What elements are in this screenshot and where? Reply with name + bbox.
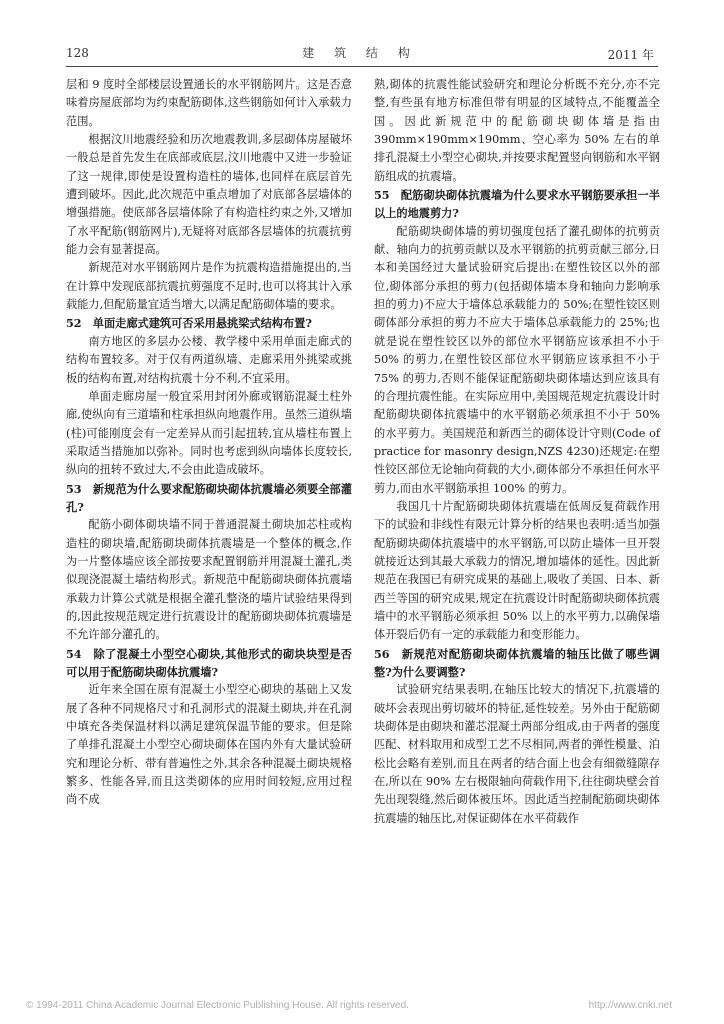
- body-paragraph: 新规范对水平钢筋网片是作为抗震构造措施提出的,当在计算中发现底部抗震抗剪强度不足时,也可以将其计入承载能力,但配筋量宜适当增大,以满足配筋砌体墙的要求。: [66, 261, 352, 312]
- question-heading: 53 新规范为什么要求配筋砌块砌体抗震墙必须要全部灌孔?: [66, 481, 352, 514]
- page-number: 128: [66, 46, 89, 60]
- copyright-notice: © 1994-2011 China Academic Journal Electronic Publishing House. All rights reserved.: [26, 1000, 409, 1011]
- left-column: [66, 76, 352, 810]
- question-heading: 54 除了混凝土小型空心砌块,其他形式的砌块块型是否可以用于配筋砌块砌体抗震墙?: [66, 646, 352, 679]
- body-paragraph: 熟,砌体的抗震性能试验研究和理论分析既不充分,亦不完整,有些虽有地方标准但带有明显的区域特点,不能覆盖全国。因此新规范中的配筋砌块砌体墙是指由 390mm×190mm×190mm、空心率为 50% 左右的单排孔混凝土小型空心砌块,并按要求配置竖向钢筋和水平钢筋组成的抗震墙。: [374, 78, 660, 183]
- body-paragraph: 单面走廊房屋一般宜采用封闭外廊或钢筋混凝土柱外廊,使纵向有三道墙和柱承担纵向地震作用。虽然三道纵墙(柱)可能刚度会有一定差异从而引起扭转,宜从墙柱布置上采取适当措施加以弥补。同时也考虑到纵向墙体长度较长,纵向的扭转不致过大,不会由此造成破坏。: [66, 389, 352, 477]
- body-paragraph: 南方地区的多层办公楼、教学楼中采用单面走廊式的结构布置较多。对于仅有两道纵墙、走廊采用外挑梁或挑板的结构布置,对结构抗震十分不利,不宜采用。: [66, 334, 352, 385]
- question-heading: 56 新规范对配筋砌块砌体抗震墙的轴压比做了哪些调整?为什么要调整?: [374, 646, 660, 679]
- question-heading: 52 单面走廊式建筑可否采用悬挑梁式结构布置?: [66, 316, 312, 331]
- body-paragraph: 试验研究结果表明,在轴压比较大的情况下,抗震墙的破坏会表现出剪切破坏的特征,延性较差。另外由于配筋砌块砌体是由砌块和灌芯混凝土两部分组成,由于两者的强度匹配、材料取用和成型工艺不尽相同,两者的弹性模量、泊松比会略有差别,而且在两者的结合面上也会有细微缝隙存在,所以在 90% 左右极限轴向荷载作用下,往往砌块壁会首先出现裂缝,然后砌体被压坏。因此适当控制配筋砌块砌体抗震墙的轴压比,对保证砌体在水平荷载作: [374, 683, 660, 825]
- footer: [0, 1000, 724, 1016]
- journal-title: 建 筑 结 构: [302, 46, 418, 60]
- running-header: [66, 44, 654, 62]
- header-divider: [66, 66, 658, 67]
- right-column: [374, 76, 660, 828]
- website-link[interactable]: http://www.cnki.net: [588, 1000, 672, 1011]
- body-paragraph: 配筋小砌体砌块墙不同于普通混凝土砌块加芯柱或构造柱的砌块墙,配筋砌块砌体抗震墙是一个整体的概念,作为一片整体墙应该全部按要求配置钢筋并用混凝土灌孔,类似现浇混凝土墙结构形式。新规范中配筋砌块砌体抗震墙承载力计算公式就是根据全灌孔整浇的墙片试验结果得到的,因此按规范规定进行抗震设计的配筋砌块砌体抗震墙是不允许部分灌孔的。: [66, 518, 352, 642]
- body-paragraph: 根据汶川地震经验和历次地震教训,多层砌体房屋破坏一般总是首先发生在底部或底层,汶川地震中又进一步验证了这一规律,即使是设置构造柱的墙体,也同样在底层首先遭到破坏。因此,此次规范中重点增加了对底部各层墙体的增强措施。使底部各层墙体除了有构造柱约束之外,又增加了水平配筋(钢筋网片),无疑将对底部各层墙体的抗震抗剪能力会有显著提高。: [66, 133, 352, 257]
- question-heading: 55 配筋砌块砌体抗震墙为什么要求水平钢筋要承担一半以上的地震剪力?: [374, 188, 660, 221]
- body-paragraph: 配筋砌块砌体墙的剪切强度包括了灌孔砌体的抗剪贡献、轴向力的抗剪贡献以及水平钢筋的抗剪贡献三部分,日本和美国经过大量试验研究后提出:在塑性铰区以外的部位,砌体部分承担的剪力(包括砌体墙本身和轴向力影响承担的剪力)不应大于墙体总承载能力的 50%;在塑性铰区则砌体部分承担的剪力不应大于墙体总承载能力的 25%;也就是说在塑性铰区以外的部位水平钢筋应该承担不小于 50% 的剪力,在塑性铰区部位水平钢筋应该承担不小于 75% 的剪力,否则不能保证配筋砌块砌体墙达到应该具有的合理抗震性能。在实际应用中,美国规范规定抗震设计时配筋砌块砌体抗震墙中的水平钢筋必须承担不小于 50% 的水平剪力。美国规范和新西兰的砌体设计守则(Code of practice for masonry design,NZS 4230)还规定:在塑性铰区部位无论轴向荷载的大小,砌体部分不承担任何水平剪力,而由水平钢筋承担 100% 的剪力。: [374, 224, 660, 495]
- issue-year: 2011 年: [607, 48, 654, 62]
- body-paragraph: 近年来全国在原有混凝土小型空心砌块的基础上又发展了各种不同规格尺寸和孔洞形式的混凝土砌块,并在孔洞中填充各类保温材料以满足建筑保温节能的要求。但是除了单排孔混凝土小型空心砌块砌体在国内外有大量试验研究和理论分析、带有普遍性之外,其余各种混凝土砌块规格繁多、性能各异,而且这类砌体的应用时间较短,应用过程尚不成: [66, 683, 352, 807]
- body-paragraph: 层和 9 度时全部楼层设置通长的水平钢筋网片。这是否意味着房屋底部均为约束配筋砌体,这些钢筋如何计入承载力范围。: [66, 78, 352, 128]
- body-paragraph: 我国几十片配筋砌块砌体抗震墙在低周反复荷载作用下的试验和非线性有限元计算分析的结果也表明:适当加强配筋砌块砌体抗震墙中的水平钢筋,可以防止墙体一旦开裂就接近达到其最大承载力的情况,增加墙体的延性。因此新规范在我国已有研究成果的基础上,吸收了美国、日本、新西兰等国的研究成果,规定在抗震设计时配筋砌块砌体抗震墙中的水平钢筋必须承担 50% 以上的水平剪力,以确保墙体开裂后仍有一定的承载能力和变形能力。: [374, 499, 660, 642]
